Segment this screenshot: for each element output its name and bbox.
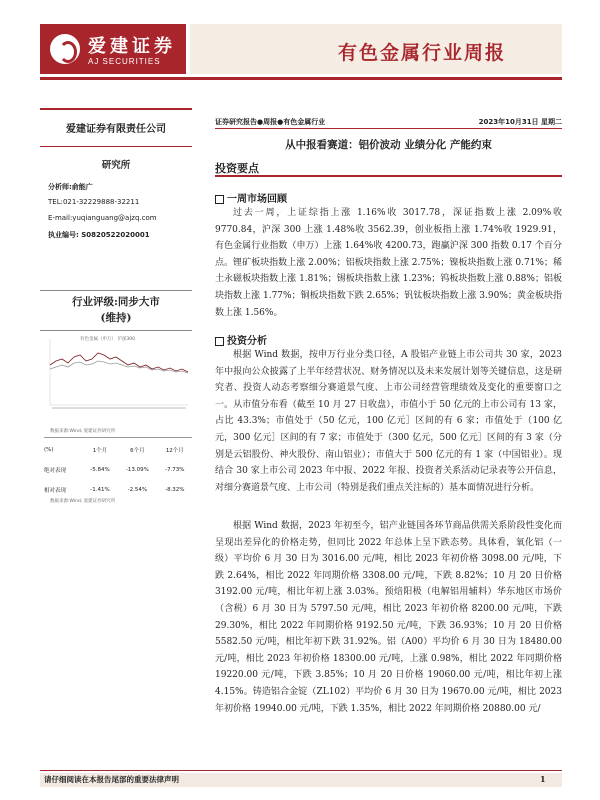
- analyst-name: 分析师:俞能广: [48, 183, 93, 191]
- section-market-review-title: 一周市场回顾: [215, 190, 287, 205]
- page-number: 1: [540, 774, 546, 784]
- table-cell: -13.09%: [125, 467, 149, 473]
- legal-disclaimer-note: 请仔细阅读在本报告尾部的重要法律声明: [44, 775, 179, 784]
- table-row: [44, 460, 192, 480]
- table-header-row: [44, 440, 192, 460]
- table-row: [44, 480, 192, 500]
- performance-table: [44, 440, 192, 500]
- table-cell: -2.54%: [127, 487, 148, 493]
- header-divider: [40, 77, 562, 80]
- sidebar-divider: [40, 146, 192, 147]
- table-cell: 绝对表现: [44, 468, 67, 474]
- company-name: 爱建证券有限责任公司: [66, 124, 166, 135]
- investment-analysis-paragraph-2: 根据 Wind 数据，2023 年初至今，铝产业链国各环节商品供需关系阶段性变化而呈现出差异化的价格走势，但同比 2022 年总体上呈下跌态势。具体看，氧化铝（一级）平均价 6 月 30 日为 3016.00 元/吨，相比 2023 年初价格 3098.00 元/吨，下跌 2.64%，相比 2022 年同期价格 3308.00 元/吨，下跌 8.82%；10 月 20 日价格 3192.00 元/吨，相比年初上涨 3.03%。预焙阳极（电解铝用辅料）华东地区市场价（含税）6 月 30 日为 5797.50 元/吨，相比 2023 年初价格 8200.00 元/吨，下跌 29.30%，相比 2022 年同期价格 9192.50 元/吨，下跌 36.93%；10 月 20 日价格 5582.50 元/吨，相比年初下跌 31.92%。铝（A00）平均价 6 月 30 日为 18480.00 元/吨，相比 2023 年初价格 18300.00 元/吨，上涨 0.98%，相比 2022 年同期价格 19220.00 元/吨，下跌 3.85%；10 月 20 日价格 19060.00 元/吨，相比年初上涨 4.15%。铸造铝合金锭（ZL102）平均价 6 月 30 日为 19670.00 元/吨，相比 2023 年初价格 19940.00 元/吨，下跌 1.35%，相比 2022 年同期价格 20880.00 元/: [215, 521, 562, 714]
- chart-series-industry: [50, 353, 188, 372]
- investment-points-heading: 投资要点: [215, 162, 259, 175]
- checkbox-square-icon: [215, 337, 224, 346]
- investment-analysis-paragraph-1: 根据 Wind 数据，按申万行业分类口径，A 股铝产业链上市公司共 30 家，2023 年中报向公众披露了上半年经营状况、财务情况以及未来发展计划等关键信息，这是研究者、投资人动态考察细分赛道景气度、上市公司经营管理绩效及变化的重要窗口之一。从市值分布看（截至 10 月 27 日收盘），市值小于 50 亿元的上市公司有 13 家，占比 43.3%；市值处于（50 亿元，100 亿元］区间的有 6 家；市值处于（100 亿元，300 亿元］区间的有 7 家；市值处于（300 亿元，500 亿元］区间的有 3 家（分别是云铝股份、神火股份、南山铝业）；市值大于 500 亿元的有 1 家（中国铝业）。现结合 30 家上市公司 2023 年中报、2022 年报、投资者关系活动记录表等公开信息，对细分赛道景气度、上市公司（特别是我们重点关注标的）基本面情况进行分析。: [215, 350, 562, 493]
- rating-status: (维持): [100, 312, 132, 324]
- department-name: 研究所: [101, 160, 131, 171]
- analyst-email[interactable]: E-mail:yuqianguang@ajzq.com: [48, 214, 157, 222]
- report-headline: 从中报看赛道：铝价波动 业绩分化 产能约束: [285, 139, 492, 151]
- logo-english-name: AJ SECURITIES: [88, 57, 161, 66]
- analyst-license: 执业编号: S0820522020001: [48, 231, 150, 239]
- report-date: 2023年10月31日 星期二: [478, 118, 562, 126]
- logo-chinese-name: 爱建证券: [88, 36, 176, 57]
- section-investment-analysis-title: 投资分析: [215, 332, 267, 347]
- report-title: 有色金属行业周报: [337, 42, 506, 64]
- company-logo: [40, 24, 186, 74]
- market-review-paragraph: 过去一周，上证综指上涨 1.16%收 3017.78，深证指数上涨 2.09%收 9770.84，沪深 300 上涨 1.48%收 3562.39，创业板指上涨 1.74%收 1929.91，有色金属行业指数（申万）上涨 1.64%收 4200.73，跑赢沪深 300 指数 0.17 个百分点。锂矿板块指数上涨 2.00%；铝板块指数上涨 2.75%；镍板块指数上涨 0.71%；稀土永磁板块指数上涨 1.81%；锡板块指数上涨 1.23%；钨板块指数上涨 0.88%；铝板块指数上涨 1.77%；铜板块指数下跌 2.65%；钒钛板块指数上涨 3.90%；黄金板块指数上涨 1.56%。: [215, 208, 562, 318]
- analyst-tel: TEL:021-32229888-32211: [48, 198, 140, 206]
- chart-x-ticks-band: [52, 407, 186, 409]
- sidebar-top-rule: [40, 108, 192, 110]
- meta-divider: [215, 128, 562, 129]
- table-header-cell: 1个月: [92, 448, 108, 454]
- table-cell: -1.41%: [90, 487, 110, 493]
- chart-series-hs300: [50, 361, 188, 373]
- footer-divider: [40, 770, 562, 771]
- chart-source: 数据来源:Wind, 爱建证券研究所: [50, 429, 116, 434]
- table-cell: -8.32%: [165, 487, 185, 493]
- rating-top-rule: [40, 290, 192, 291]
- performance-chart: [44, 335, 190, 413]
- table-cell: -5.84%: [90, 467, 110, 473]
- legend-hs300: 沪深300: [117, 337, 136, 342]
- table-top-rule: [44, 437, 192, 438]
- legend-industry: 有色金属（申万）: [80, 337, 116, 342]
- table-header-cell: 6个月: [130, 448, 145, 454]
- table-header-cell: (%): [44, 447, 54, 453]
- table-source: 数据来源:Wind, 爱建证券研究所: [50, 499, 116, 504]
- table-cell: -7.73%: [165, 467, 185, 473]
- report-category: 证券研究报告●周报●有色金属行业: [215, 118, 326, 126]
- industry-rating: [40, 294, 192, 326]
- rating-bottom-rule: [40, 330, 192, 331]
- table-cell: 相对表现: [44, 488, 67, 494]
- checkbox-square-icon: [215, 195, 224, 204]
- rating-value: 行业评级:同步大市: [72, 296, 160, 308]
- table-header-cell: 12个月: [165, 448, 184, 454]
- investment-points-divider: [215, 175, 562, 177]
- logo-mark-icon: [50, 34, 80, 64]
- chart-legend: [80, 336, 135, 342]
